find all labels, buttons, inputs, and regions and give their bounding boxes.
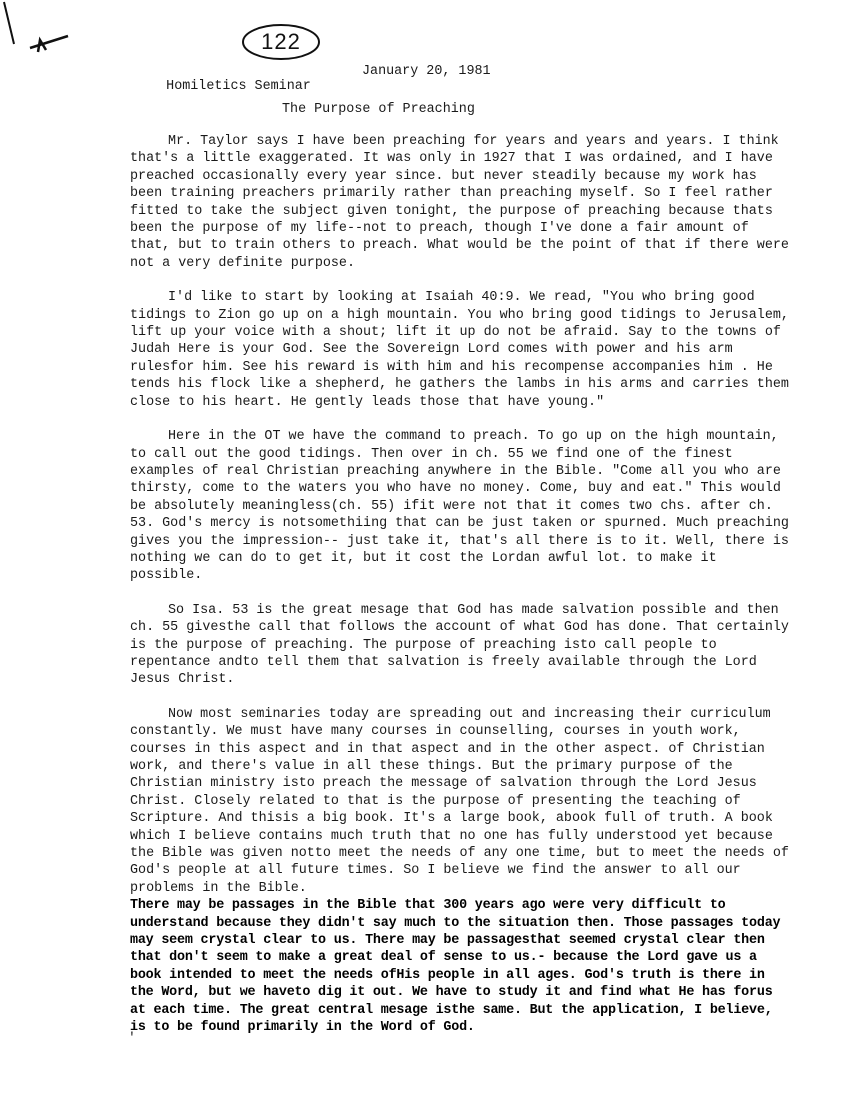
paragraph: I'd like to start by looking at Isaiah 40:9. We read, "You who bring good tidings to Zion go up on a high mountain. You who bring good tidings to Jerusalem, lift up your voice with a shout; lift it up do not be afraid. Say to the towns of Judah Here is your God. See the Sovereign Lord comes with power and his arm rulesfor him. See his reward is with him and his recompense accompanies him . He tends his flock like a shepherd, he gathers the lambs in his arms and carries them close to his heart. He gently leads those that have young." xyxy=(130,290,789,410)
paragraph: Here in the OT we have the command to preach. To go up on the high mountain, to call out the good tidings. Then over in ch. 55 we find one of the finest examples of real Christian preaching anywhere in the Bible. "Come all you who are thirsty, come to the waters you who have no money. Come, buy and eat." This would be absolutely meaningless(ch. 55) ifit were not that it comes two chs. after ch. 53. God's mercy is notsomethiing that can be just taken or spurned. Much preaching gives you the impression-- just take it, that's all there is to it. Well, there is nothing we can do to get it, but it cost the Lordan awful lot. to make it possible. xyxy=(130,429,789,584)
stray-mark: ' xyxy=(128,1030,136,1045)
paragraph: Mr. Taylor says I have been preaching for years and years and years. I think that's a little exaggerated. It was only in 1927 that I was ordained, and I have preached occasionally every year since. but never steadily because my work has been training preachers primarily rather than preaching myself. So I feel rather fitted to take the subject given tonight, the purpose of preaching because thats been the purpose of my life--not to preach, though I've done a fair amount of that, but to train others to preach. What would be the point of that if there were not a very definite purpose. xyxy=(130,134,789,271)
course-name: Homiletics Seminar xyxy=(166,79,311,94)
document-title: The Purpose of Preaching xyxy=(282,102,475,117)
margin-check-mark xyxy=(0,0,80,80)
handwritten-page-number xyxy=(240,22,322,62)
paragraph: There may be passages in the Bible that 300 years ago were very difficult to understand because they didn't say much to the situation then. Those passages today may seem crystal clear to us. There may be passagesthat seemed crystal clear then that don't seem to make a great deal of sense to us.- because the Lord gave us a book intended to meet the needs ofHis people in all ages. God's truth is there in the Word, but we haveto dig it out. We have to study it and find what He has forus at each time. The great central mesage isthe same. But the application, I believe, is to be found primarily in the Word of God. xyxy=(130,898,781,1036)
document-body xyxy=(130,133,790,1054)
lecture-date: January 20, 1981 xyxy=(362,64,491,79)
paragraph: Now most seminaries today are spreading out and increasing their curriculum constantly. We must have many courses in counselling, courses in youth work, courses in this aspect and in that aspect and in the other aspect. of Christian work, and there's value in all these things. But the primary purpose of the Christian ministry isto preach the message of salvation through the Lord Jesus Christ. Closely related to that is the purpose of presenting the teaching of Scripture. And thisis a big book. It's a large book, abook full of truth. A book which I believe contains much truth that no one has fully understood yet because the Bible was given notto meet the needs of any one time, but to meet the needs of God's people at all future times. So I believe we find the answer to all our problems in the Bible. xyxy=(130,706,789,896)
page-number-text: 122 xyxy=(261,29,301,54)
paragraph: So Isa. 53 is the great mesage that God has made salvation possible and then ch. 55 givesthe call that follows the account of what God has done. That certainly is the purpose of preaching. The purpose of preaching isto call people to repentance andto tell them that salvation is freely available through the Lord Jesus Christ. xyxy=(130,602,789,688)
